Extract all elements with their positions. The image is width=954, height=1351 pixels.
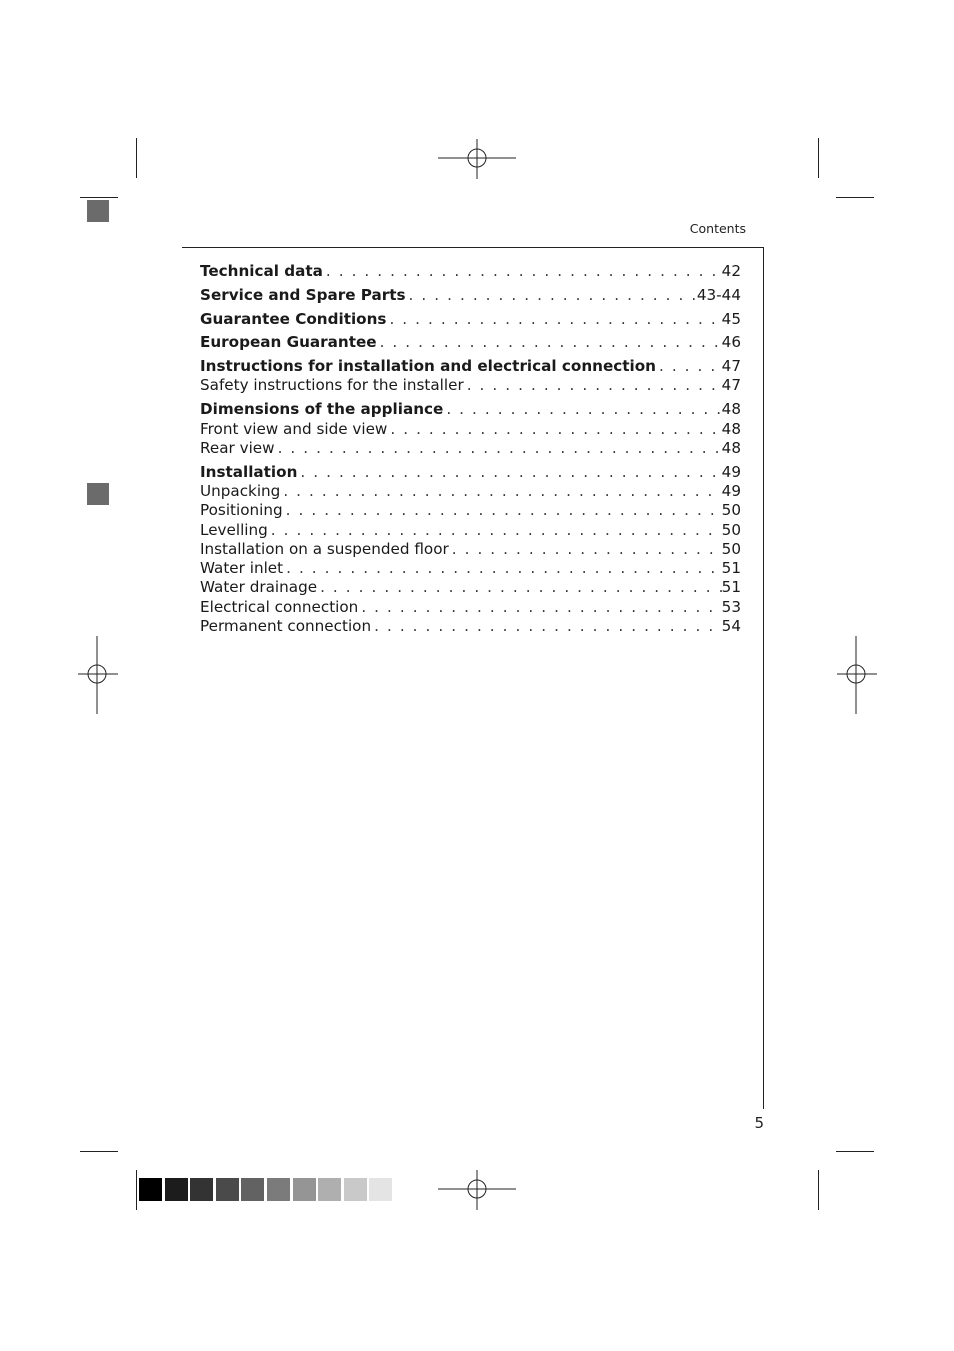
toc-entry-label: Guarantee Conditions	[200, 309, 387, 328]
crop-mark	[818, 138, 819, 178]
toc-entry-label: Installation	[200, 462, 298, 481]
toc-entry-page: 50	[721, 501, 741, 520]
color-swatch	[216, 1178, 239, 1201]
table-of-contents	[200, 262, 741, 636]
color-swatch	[139, 1178, 162, 1201]
section-tab-marker	[87, 483, 109, 505]
color-swatch	[369, 1178, 392, 1201]
toc-entry-label: Water inlet	[200, 559, 284, 578]
crop-mark	[80, 197, 118, 198]
toc-entry-label: Installation on a suspended floor	[200, 539, 449, 558]
crop-mark	[836, 1151, 874, 1152]
crop-mark	[836, 197, 874, 198]
toc-entry[interactable]	[200, 286, 741, 305]
toc-entry[interactable]	[200, 578, 741, 597]
color-swatch	[293, 1178, 316, 1201]
crop-mark	[136, 138, 137, 178]
registration-mark-icon	[438, 139, 516, 179]
toc-entry-label: Rear view	[200, 438, 275, 457]
toc-entry-label: Unpacking	[200, 481, 281, 500]
toc-entry-label: Front view and side view	[200, 419, 388, 438]
toc-dot-leader	[275, 439, 722, 458]
toc-dot-leader	[317, 578, 722, 597]
toc-dot-leader	[387, 420, 721, 439]
toc-entry[interactable]	[200, 376, 741, 395]
toc-entry-page: 48	[721, 400, 741, 419]
toc-entry-page: 54	[721, 617, 741, 636]
toc-dot-leader	[406, 286, 697, 305]
header-rule	[182, 247, 764, 248]
section-tab-marker	[87, 200, 109, 222]
toc-entry-label: Levelling	[200, 520, 268, 539]
toc-entry-label: European Guarantee	[200, 333, 377, 352]
toc-dot-leader	[323, 262, 722, 281]
page-number: 5	[754, 1114, 764, 1132]
toc-entry-page: 51	[721, 578, 741, 597]
toc-entry[interactable]	[200, 521, 741, 540]
toc-entry[interactable]	[200, 501, 741, 520]
color-swatch	[165, 1178, 188, 1201]
toc-entry-label: Permanent connection	[200, 617, 372, 636]
toc-dot-leader	[449, 540, 722, 559]
toc-entry[interactable]	[200, 482, 741, 501]
color-swatch	[344, 1178, 367, 1201]
toc-entry-page: 50	[721, 539, 741, 558]
toc-entry[interactable]	[200, 262, 741, 281]
toc-entry[interactable]	[200, 400, 741, 419]
toc-entry-page: 48	[721, 419, 741, 438]
color-swatch	[241, 1178, 264, 1201]
toc-entry-page: 45	[721, 309, 741, 328]
toc-entry[interactable]	[200, 310, 741, 329]
toc-dot-leader	[386, 310, 721, 329]
toc-entry-label: Water drainage	[200, 578, 318, 597]
toc-entry-page: 50	[721, 520, 741, 539]
color-swatch	[267, 1178, 290, 1201]
toc-entry-label: Electrical connection	[200, 597, 359, 616]
toc-entry-label: Technical data	[200, 262, 323, 280]
toc-entry[interactable]	[200, 333, 741, 352]
toc-dot-leader	[656, 357, 722, 376]
registration-mark-icon	[78, 636, 118, 714]
registration-mark-icon	[438, 1170, 516, 1210]
crop-mark	[136, 1170, 137, 1210]
toc-entry-label: Safety instructions for the installer	[200, 376, 464, 395]
toc-entry-page: 48	[721, 438, 741, 457]
toc-entry-page: 47	[721, 376, 741, 395]
toc-entry-label: Dimensions of the appliance	[200, 400, 444, 419]
toc-entry-page: 49	[721, 462, 741, 481]
toc-entry[interactable]	[200, 357, 741, 376]
toc-entry-label: Instructions for installation and electrical connection	[200, 357, 656, 376]
toc-entry[interactable]	[200, 540, 741, 559]
toc-entry[interactable]	[200, 598, 741, 617]
toc-entry-page: 42	[721, 262, 741, 280]
toc-entry-label: Service and Spare Parts	[200, 285, 406, 304]
toc-dot-leader	[283, 501, 722, 520]
toc-entry-page: 46	[721, 333, 741, 352]
registration-mark-icon	[837, 636, 877, 714]
toc-entry[interactable]	[200, 559, 741, 578]
toc-dot-leader	[280, 482, 721, 501]
page-header-title: Contents	[689, 221, 746, 236]
toc-entry-page: 47	[721, 357, 741, 376]
toc-entry-page: 43-44	[696, 285, 741, 304]
crop-mark	[80, 1151, 118, 1152]
color-swatch	[190, 1178, 213, 1201]
color-swatch	[318, 1178, 341, 1201]
crop-mark	[818, 1170, 819, 1210]
toc-entry[interactable]	[200, 617, 741, 636]
toc-entry-page: 51	[721, 559, 741, 578]
toc-dot-leader	[358, 598, 721, 617]
toc-entry-label: Positioning	[200, 501, 283, 520]
toc-dot-leader	[283, 559, 722, 578]
toc-entry-page: 49	[721, 481, 741, 500]
toc-dot-leader	[464, 376, 722, 395]
toc-entry[interactable]	[200, 420, 741, 439]
toc-dot-leader	[371, 617, 722, 636]
toc-dot-leader	[443, 400, 721, 419]
toc-entry[interactable]	[200, 439, 741, 458]
toc-entry[interactable]	[200, 463, 741, 482]
toc-entry-page: 53	[721, 597, 741, 616]
toc-dot-leader	[377, 333, 722, 352]
margin-rule	[763, 247, 764, 1109]
toc-dot-leader	[268, 521, 722, 540]
toc-dot-leader	[297, 463, 721, 482]
